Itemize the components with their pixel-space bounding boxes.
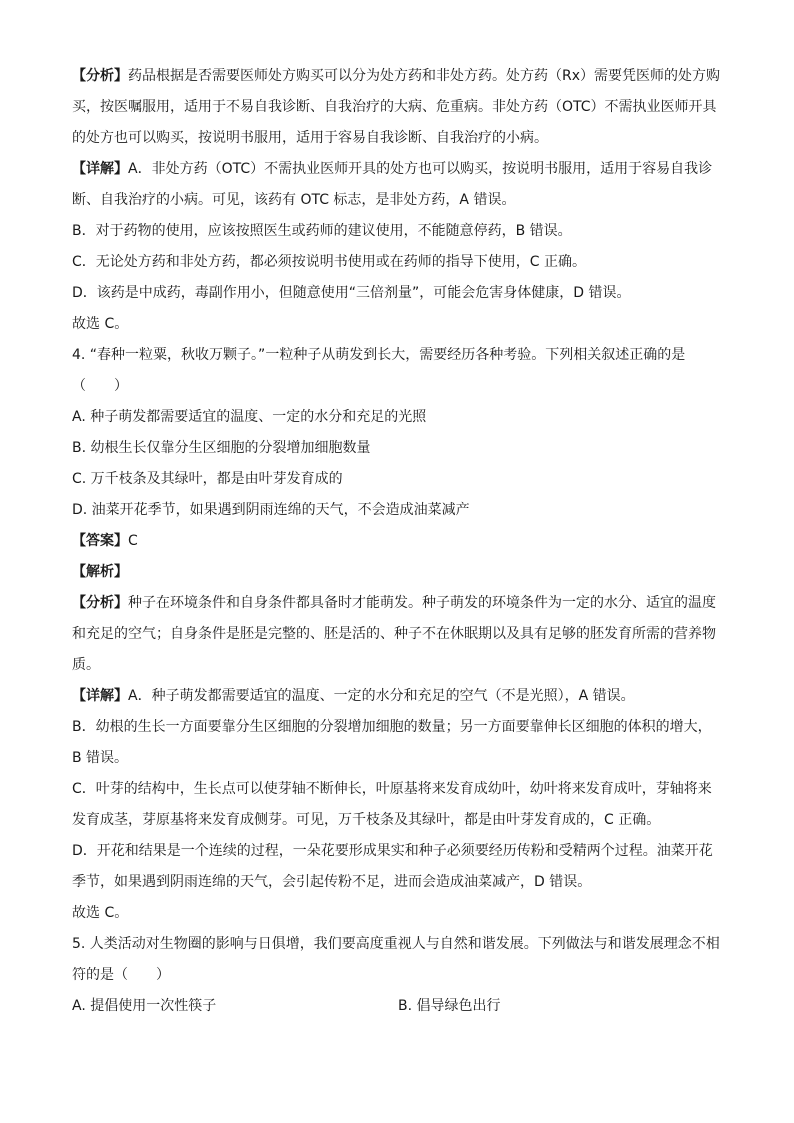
q3-detail-line-3: B．对于药物的使用，应该按照医生或药师的建议使用，不能随意停药，B 错误。 [72, 223, 572, 239]
answer-value: C [128, 533, 138, 549]
q3-detail-line-1: 【详解】A．非处方药（OTC）不需执业医师开具的处方也可以购买，按说明书服用，适用于容易自我诊 [72, 161, 713, 177]
q3-analysis-line-1: 【分析】药品根据是否需要医师处方购买可以分为处方药和非处方药。处方药（Rx）需要凭医师的处方购 [72, 68, 721, 84]
q4-detail-line-2: B．幼根的生长一方面要靠分生区细胞的分裂增加细胞的数量；另一方面要靠伸长区细胞的体积的增大， [72, 719, 712, 735]
q3-conclusion: 故选 C。 [72, 316, 129, 332]
q3-detail-line-2: 断、自我治疗的小病。可见，该药有 OTC 标志，是非处方药，A 错误。 [72, 192, 516, 208]
q4-analysis-line-2: 和充足的空气；自身条件是胚是完整的、胚是活的、种子不在休眠期以及具有足够的胚发育所需的营养物 [72, 626, 716, 642]
q4-analysis-line-1: 【分析】种子在环境条件和自身条件都具备时才能萌发。种子萌发的环境条件为一定的水分、适宜的温度 [72, 595, 716, 611]
q4-option-a: A. 种子萌发都需要适宜的温度、一定的水分和充足的光照 [72, 409, 427, 425]
q3-analysis-line-2: 买，按医嘱服用，适用于不易自我诊断、自我治疗的大病、危重病。非处方药（OTC）不需执业医师开具 [72, 99, 717, 115]
q5-stem-line-1: 5. 人类活动对生物圈的影响与日俱增，我们要高度重视人与自然和谐发展。下列做法与和谐发展理念不相 [72, 936, 720, 952]
q5-option-b: B. 倡导绿色出行 [398, 998, 501, 1014]
q5-option-a: A. 提倡使用一次性筷子 [72, 998, 217, 1014]
q4-detail-line-5: 发育成茎，芽原基将来发育成侧芽。可见，万千枝条及其绿叶，都是由叶芽发育成的，C 正确。 [72, 812, 661, 828]
q4-detail-line-4: C．叶芽的结构中，生长点可以使芽轴不断伸长，叶原基将来发育成幼叶，幼叶将来发育成叶，芽轴将来 [72, 781, 712, 797]
q4-detail-line-1: 【详解】A．种子萌发都需要适宜的温度、一定的水分和充足的空气（不是光照），A 错误。 [72, 688, 635, 704]
q3-detail-line-4: C．无论处方药和非处方药，都必须按说明书使用或在药师的指导下使用，C 正确。 [72, 254, 586, 270]
q4-option-c: C. 万千枝条及其绿叶，都是由叶芽发育成的 [72, 471, 343, 487]
q5-options-row [72, 991, 724, 1022]
q3-detail-line-5: D．该药是中成药，毒副作用小，但随意使用“三倍剂量”，可能会危害身体健康，D 错误。 [72, 285, 631, 301]
q4-option-d: D. 油菜开花季节，如果遇到阴雨连绵的天气，不会造成油菜减产 [72, 502, 470, 518]
q4-stem-line-1: 4. “春种一粒粟，秋收万颗子。”一粒种子从萌发到长大，需要经历各种考验。下列相关叙述正确的是 [72, 347, 686, 363]
jiexi-tag: 【解析】 [72, 564, 128, 580]
q4-detail-line-6: D．开花和结果是一个连续的过程，一朵花要形成果实和种子必须要经历传粉和受精两个过程。油菜开花 [72, 843, 713, 859]
q3-analysis-line-3: 的处方也可以购买，按说明书服用，适用于容易自我诊断、自我治疗的小病。 [72, 130, 548, 146]
q4-jiexi-heading [72, 557, 724, 588]
analysis-tag: 【分析】 [72, 68, 128, 84]
analysis-tag: 【分析】 [72, 595, 128, 611]
q4-analysis-line-3: 质。 [72, 657, 100, 673]
answer-tag: 【答案】 [72, 533, 128, 549]
q4-option-b: B. 幼根生长仅靠分生区细胞的分裂增加细胞数量 [72, 440, 371, 456]
q4-detail-line-3: B 错误。 [72, 750, 129, 766]
q4-detail-line-7: 季节，如果遇到阴雨连绵的天气，会引起传粉不足，进而会造成油菜减产，D 错误。 [72, 874, 592, 890]
q4-stem-line-2: （ ） [72, 378, 128, 394]
detail-tag: 【详解】 [72, 688, 128, 704]
q4-answer [72, 526, 724, 557]
q4-conclusion: 故选 C。 [72, 905, 129, 921]
detail-tag: 【详解】 [72, 161, 128, 177]
q5-stem-line-2: 符的是（ ） [72, 967, 170, 983]
